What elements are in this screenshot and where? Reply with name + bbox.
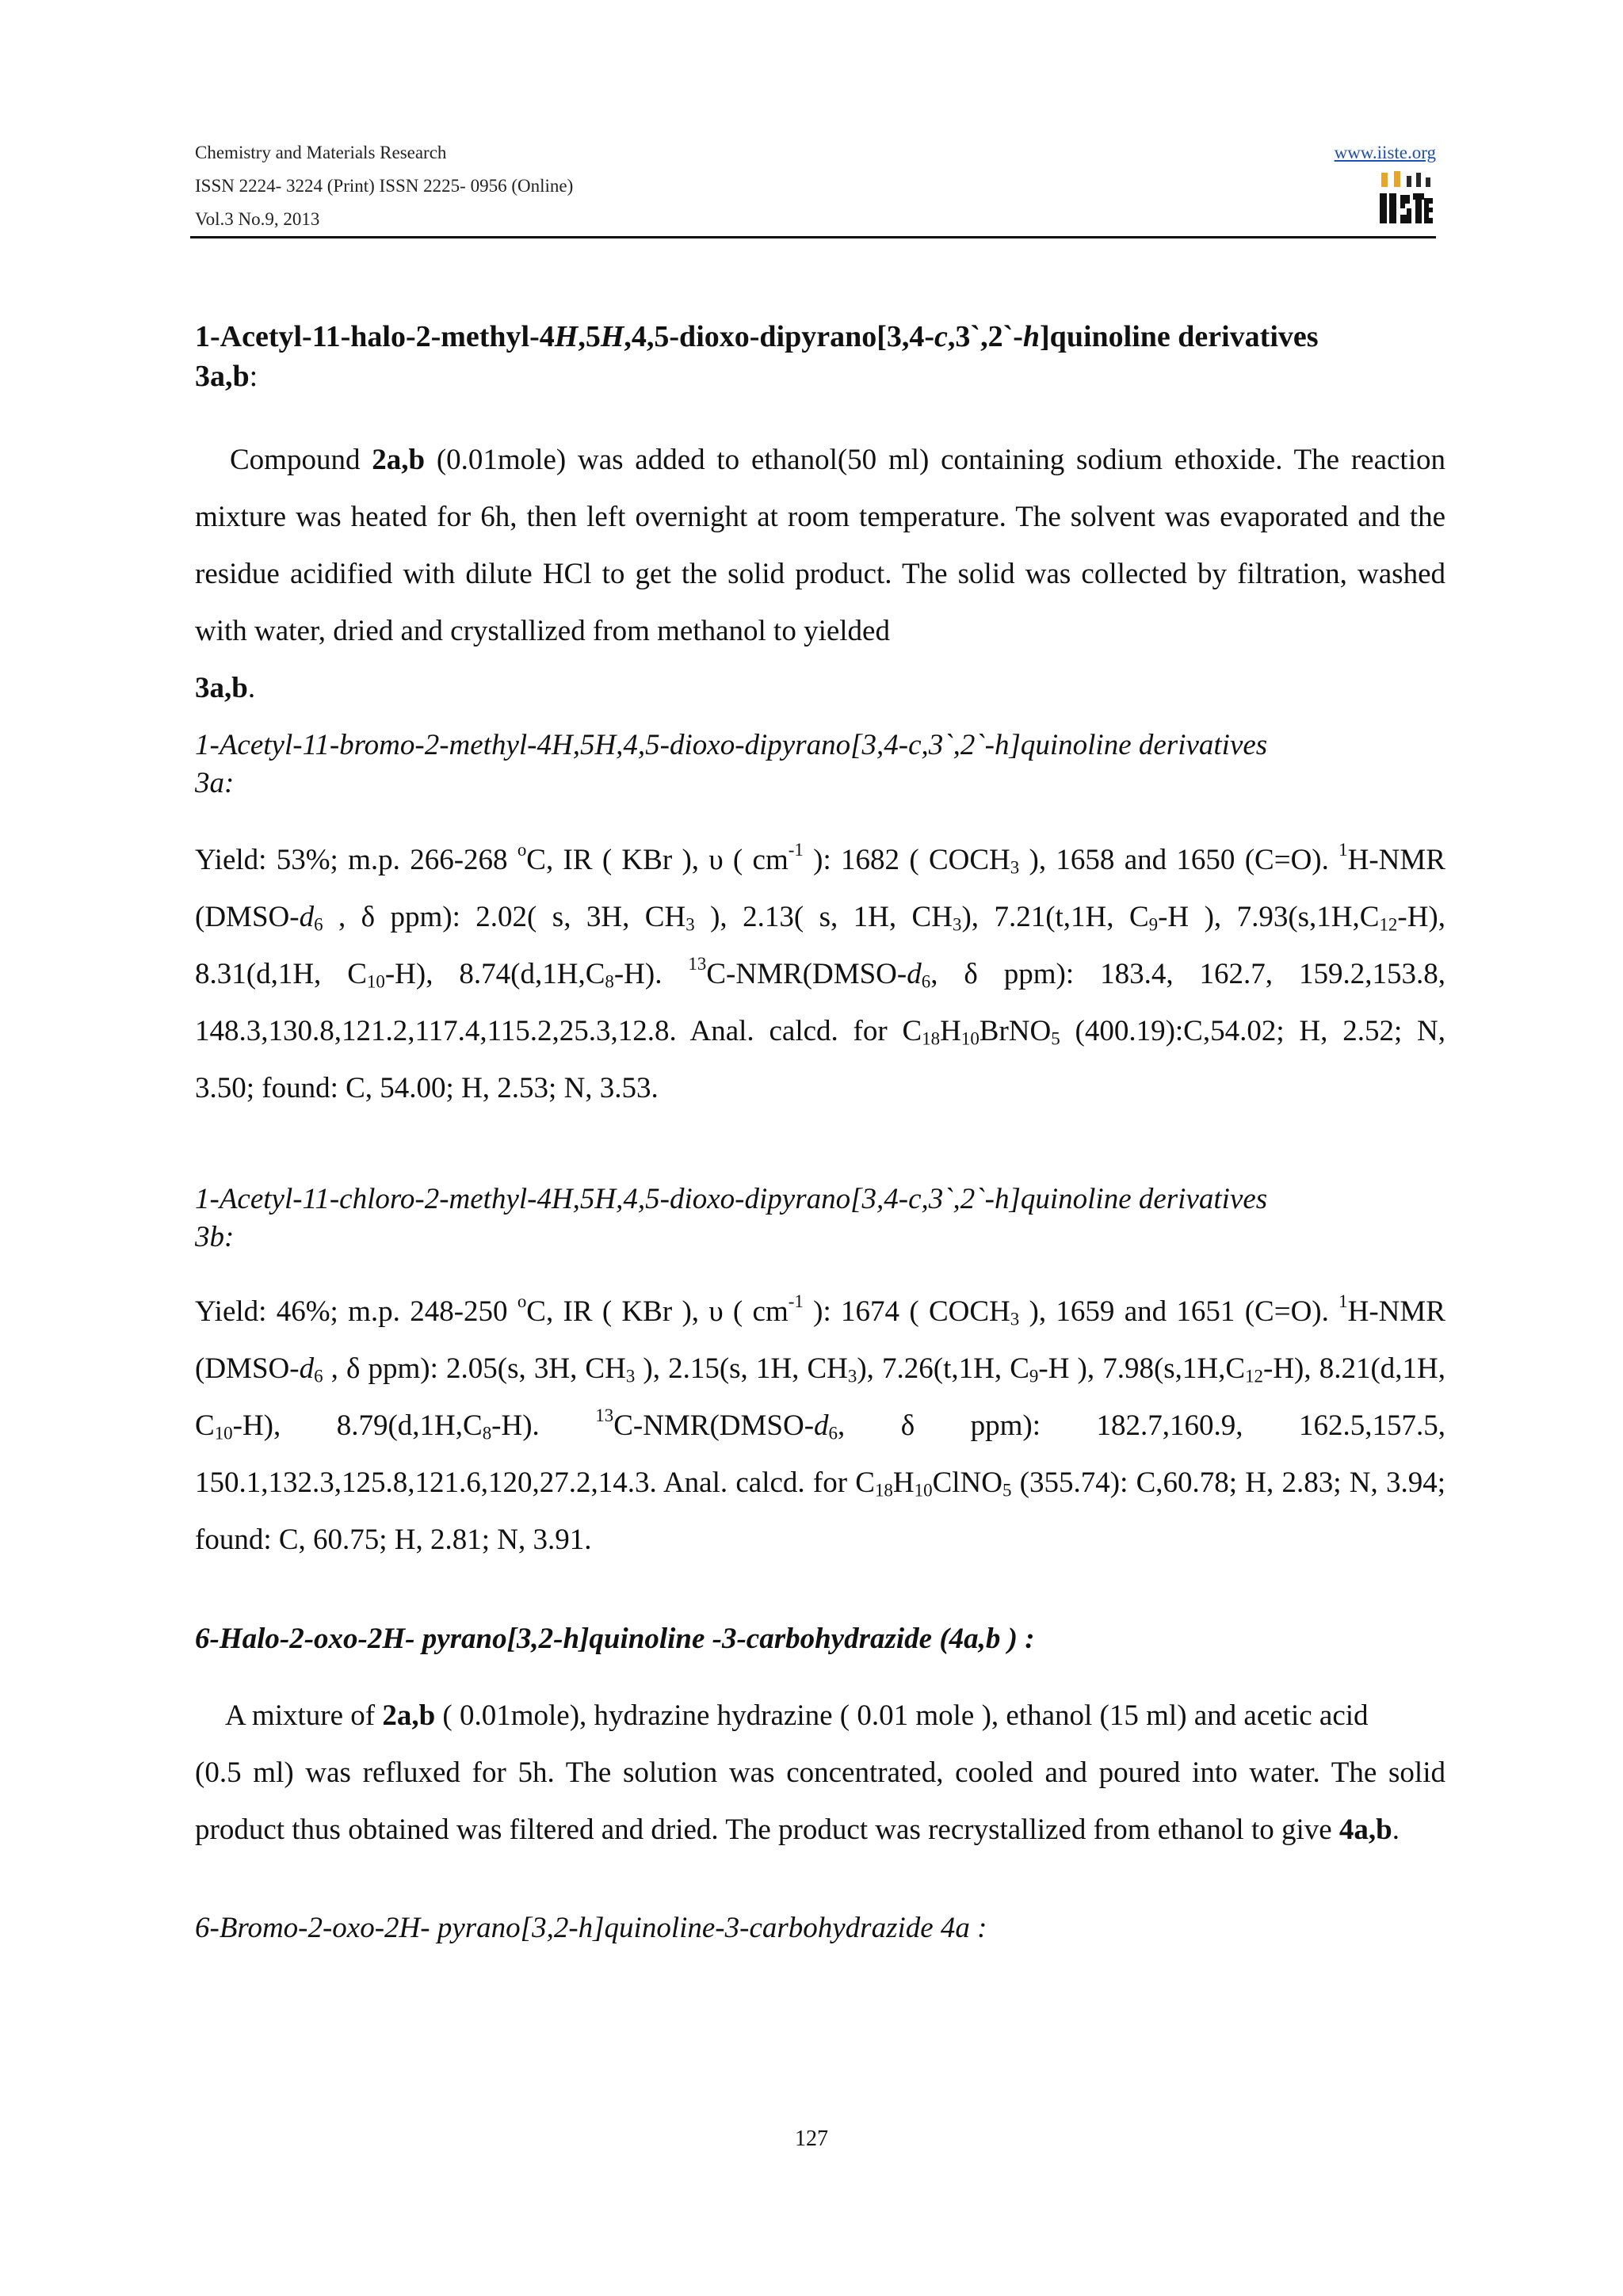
- subscript: 6: [828, 1423, 838, 1444]
- superscript: -1: [788, 1291, 804, 1311]
- heading-text: ]quinoline derivatives: [1040, 320, 1319, 353]
- data-text: ClNO: [932, 1466, 1002, 1499]
- italic-text: d: [299, 901, 315, 933]
- heading-compound: 3a:: [195, 767, 235, 799]
- heading-text: ,3`,2`-: [947, 320, 1023, 353]
- superscript: 13: [688, 953, 707, 974]
- paragraph-text: .: [1392, 1814, 1400, 1846]
- journal-name: Chemistry and Materials Research: [195, 143, 447, 162]
- data-text: BrNO: [979, 1015, 1052, 1047]
- subscript: 12: [1379, 914, 1398, 935]
- data-text: ), 7.21(t,1H, C: [961, 901, 1149, 933]
- data-text: , δ ppm): 2.05(s, 3H, CH: [323, 1352, 626, 1385]
- section-heading-3ab: [195, 317, 1445, 396]
- volume-line: Vol.3 No.9, 2013: [195, 209, 320, 229]
- heading-compound: 3b:: [195, 1221, 235, 1253]
- paragraph-text: (0.5 ml) was refluxed for 5h. The solution was concentrated, cooled and poured into water. The solid product thus obtained was filtered and dried. The product was recrystallized from ethanol to give: [195, 1756, 1445, 1846]
- data-text: C, IR ( KBr ), υ ( cm: [526, 844, 789, 876]
- data-text: -H).: [491, 1409, 596, 1442]
- procedure-paragraph-4ab: [195, 1688, 1445, 1859]
- compound-ref: 2a,b: [382, 1699, 436, 1732]
- subscript: 3: [1010, 857, 1020, 878]
- subscript: 10: [366, 971, 385, 992]
- subscript: 6: [921, 971, 931, 992]
- data-text: ): 1682 ( COCH: [803, 844, 1010, 876]
- data-text: -H), 8.79(d,1H,C: [232, 1409, 483, 1442]
- superscript: o: [517, 839, 527, 860]
- heading-italic: h: [1022, 320, 1041, 353]
- subscript: 10: [214, 1423, 233, 1444]
- subscript: 6: [314, 1366, 323, 1386]
- header-rule: [190, 236, 1436, 238]
- data-text: (400.19):C,54.02; H, 2.52; N, 3.50; found: C, 54.00; H, 2.53; N, 3.53.: [195, 1015, 1445, 1104]
- compound-ref: 4a,b: [1338, 1814, 1392, 1846]
- data-text: ): 1674 ( COCH: [803, 1295, 1010, 1328]
- data-text: (355.74): C,60.78; H, 2.83; N, 3.94; found: C, 60.75; H, 2.81; N, 3.91.: [195, 1466, 1445, 1556]
- subscript: 8: [482, 1423, 492, 1444]
- characterization-3a: [195, 832, 1445, 1117]
- subscript: 3: [1010, 1309, 1020, 1329]
- data-text: -H), 8.21(d,1H, C: [195, 1352, 1446, 1442]
- data-text: C-NMR(DMSO-: [706, 958, 907, 990]
- data-text: C, IR ( KBr ), υ ( cm: [526, 1295, 789, 1328]
- heading-italic: H: [554, 320, 579, 353]
- data-text: ), 2.13( s, 1H, CH: [694, 901, 953, 933]
- italic-text: d: [814, 1409, 829, 1442]
- data-text: -H), 8.31(d,1H, C: [195, 901, 1445, 990]
- data-text: H: [892, 1466, 915, 1499]
- data-text: H-NMR (DMSO-: [195, 1295, 1445, 1385]
- superscript: o: [517, 1291, 527, 1311]
- subscript: 3: [685, 914, 695, 935]
- italic-text: d: [299, 1352, 315, 1385]
- data-text: -H), 8.74(d,1H,C: [384, 958, 605, 990]
- heading-text: 1-Acetyl-11-bromo-2-methyl-4H,5H,4,5-dioxo-dipyrano[3,4-c,3`,2`-h]quinoline derivatives: [195, 729, 1268, 761]
- compound-ref: 3a,b: [195, 672, 248, 704]
- data-text: -H).: [613, 958, 689, 990]
- data-text: ), 1659 and 1651 (C=O).: [1019, 1295, 1329, 1328]
- subscript: 8: [605, 971, 614, 992]
- subscript: 5: [1002, 1480, 1012, 1501]
- iiste-logo: [1378, 170, 1434, 227]
- superscript: 1: [1338, 839, 1348, 860]
- data-text: H: [940, 1015, 961, 1047]
- data-text: Yield: 46%; m.p. 248-250: [195, 1295, 517, 1328]
- italic-text: d: [907, 958, 922, 990]
- paragraph-text: Compound: [230, 444, 372, 476]
- data-text: -H ), 7.93(s,1H,C: [1158, 901, 1380, 933]
- heading-text: ,5: [578, 320, 601, 353]
- subscript: 5: [1051, 1028, 1060, 1049]
- heading-text: ,4,5-dioxo-dipyrano[3,4-: [624, 320, 935, 353]
- paragraph-text: A mixture of: [225, 1699, 383, 1732]
- subscript: 3: [625, 1366, 636, 1386]
- paragraph-text: .: [247, 672, 256, 704]
- subscript: 3: [952, 914, 962, 935]
- data-text: -H ), 7.98(s,1H,C: [1038, 1352, 1246, 1385]
- data-text: , δ ppm): 182.7,160.9, 162.5,157.5, 150.1,132.3,125.8,121.6,120,27.2,14.3. Anal. calcd. for C: [195, 1409, 1445, 1499]
- data-text: , δ ppm): 2.02( s, 3H, CH: [323, 901, 686, 933]
- data-text: ), 1658 and 1650 (C=O).: [1019, 844, 1329, 876]
- procedure-paragraph-3ab: [195, 432, 1445, 717]
- heading-text: 1-Acetyl-11-chloro-2-methyl-4H,5H,4,5-dioxo-dipyrano[3,4-c,3`,2`-h]quinoline derivatives: [195, 1183, 1268, 1215]
- subscript: 9: [1029, 1366, 1039, 1386]
- heading-italic: c: [934, 320, 948, 353]
- journal-url-link[interactable]: www.iiste.org: [1334, 143, 1436, 162]
- data-text: C-NMR(DMSO-: [613, 1409, 815, 1442]
- superscript: 13: [595, 1405, 614, 1425]
- compound-ref: 2a,b: [372, 444, 426, 476]
- paragraph-text: (0.01mole) was added to ethanol(50 ml) containing sodium ethoxide. The reaction mixture was heated for 6h, then left overnight at room temperature. The solvent was evaporated and the residue acidified with dilute HCl to get the solid product. The solid was collected by filtration, washed with water, dried and crystallized from methanol to yielded: [195, 444, 1445, 647]
- characterization-3b: [195, 1283, 1445, 1569]
- data-text: Yield: 53%; m.p. 266-268: [195, 844, 517, 876]
- page-number: 127: [795, 2126, 828, 2151]
- subscript: 9: [1148, 914, 1159, 935]
- subscript: 18: [874, 1480, 893, 1501]
- data-text: , δ ppm): 183.4, 162.7, 159.2,153.8, 148.3,130.8,121.2,117.4,115.2,25.3,12.8. Anal. calcd. for C: [195, 958, 1445, 1047]
- section-heading-4ab: 6-Halo-2-oxo-2H- pyrano[3,2-h]quinoline -3-carbohydrazide (4a,b ) :: [195, 1623, 1035, 1655]
- heading-colon: :: [249, 360, 258, 393]
- data-text: ), 7.26(t,1H, C: [857, 1352, 1029, 1385]
- compound-heading-3a: [195, 727, 1445, 803]
- heading-text: 1-Acetyl-11-halo-2-methyl-4: [195, 320, 555, 353]
- subscript: 6: [314, 914, 323, 935]
- subscript: 18: [922, 1028, 941, 1049]
- subscript: 10: [914, 1480, 933, 1501]
- issn-line: ISSN 2224- 3224 (Print) ISSN 2225- 0956 (Online): [195, 176, 574, 196]
- running-header: [195, 136, 573, 236]
- paragraph-text: ( 0.01mole), hydrazine hydrazine ( 0.01 mole ), ethanol (15 ml) and acetic acid: [435, 1699, 1369, 1732]
- superscript: 1: [1338, 1291, 1348, 1311]
- heading-compound: 3a,b: [195, 360, 250, 393]
- compound-heading-4a: 6-Bromo-2-oxo-2H- pyrano[3,2-h]quinoline-3-carbohydrazide 4a :: [195, 1912, 987, 1944]
- subscript: 3: [847, 1366, 857, 1386]
- superscript: -1: [788, 839, 804, 860]
- data-text: H-NMR (DMSO-: [195, 844, 1445, 933]
- compound-heading-3b: [195, 1180, 1445, 1257]
- subscript: 12: [1245, 1366, 1264, 1386]
- heading-italic: H: [600, 320, 624, 353]
- subscript: 10: [960, 1028, 980, 1049]
- data-text: ), 2.15(s, 1H, CH: [635, 1352, 848, 1385]
